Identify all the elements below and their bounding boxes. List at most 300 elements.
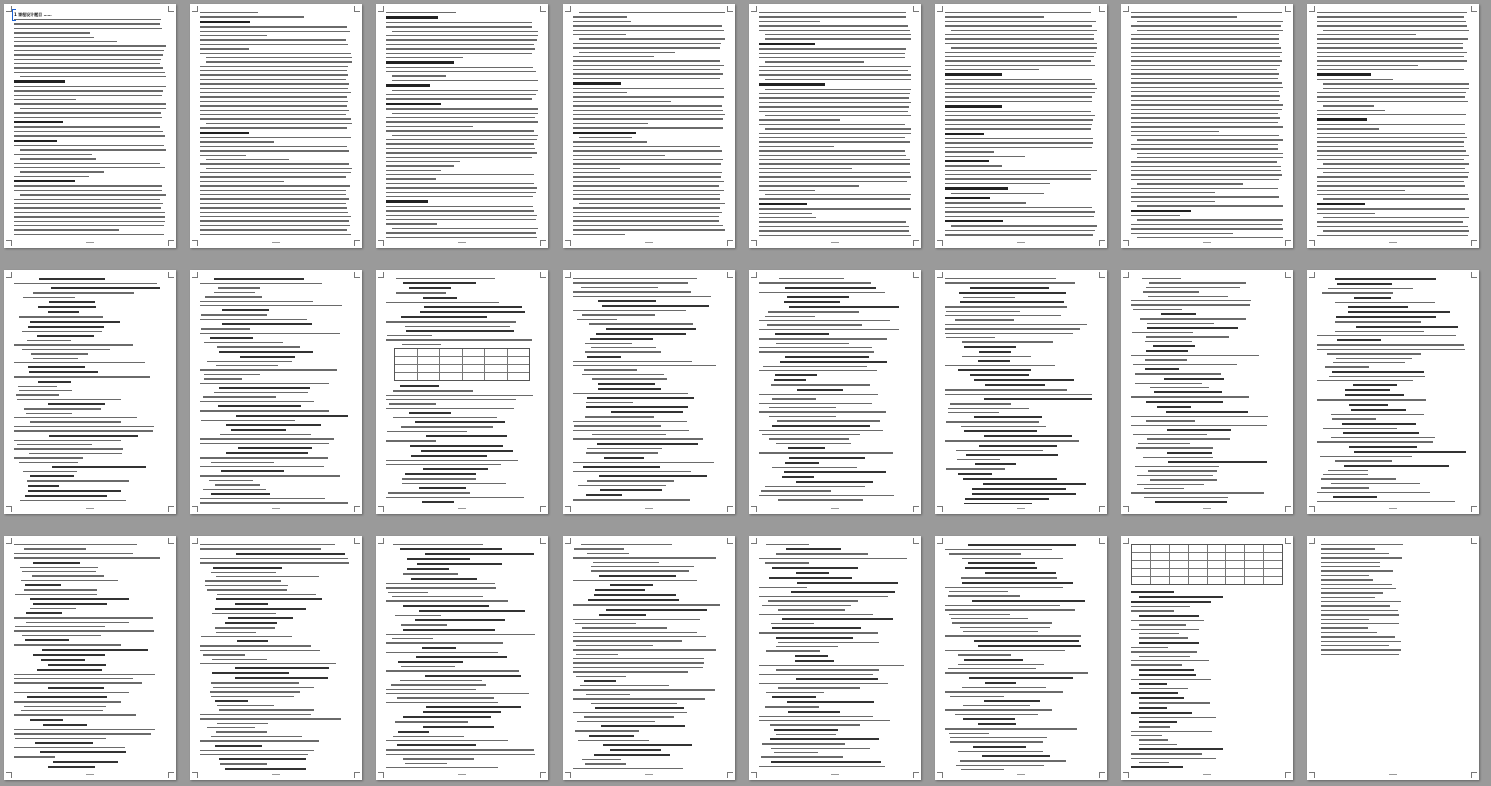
page-thumbnail[interactable] [563, 270, 735, 514]
text-line [759, 119, 840, 120]
text-line [945, 324, 1087, 325]
text-line [1131, 95, 1280, 96]
text-line [949, 733, 989, 734]
text-line [573, 632, 697, 633]
text-line [1131, 82, 1282, 83]
text-line [1329, 376, 1425, 377]
page-thumbnail[interactable] [1121, 4, 1293, 248]
text-line [1150, 387, 1209, 388]
text-line [405, 473, 476, 475]
text-line [417, 563, 502, 565]
text-line [962, 341, 1054, 342]
text-line [14, 417, 137, 418]
text-line [586, 452, 658, 453]
text-line [1317, 399, 1426, 400]
text-line [1354, 451, 1466, 453]
text-line [759, 150, 905, 151]
text-line [587, 448, 663, 449]
text-line [945, 691, 1063, 692]
page-thumbnail[interactable] [4, 536, 176, 780]
text-line [386, 754, 535, 755]
text-line [392, 596, 483, 597]
text-line [1317, 25, 1467, 26]
text-line [1321, 623, 1399, 624]
text-line [759, 370, 877, 371]
text-line [573, 619, 700, 620]
text-line [770, 724, 860, 725]
text-line [200, 740, 319, 741]
text-line [200, 544, 335, 545]
text-line [200, 212, 348, 213]
text-line [1321, 579, 1373, 580]
crop-mark [540, 506, 546, 512]
page-thumbnail[interactable] [749, 536, 921, 780]
text-line [14, 630, 154, 631]
text-line [26, 612, 62, 614]
text-line [759, 208, 911, 209]
text-line [1139, 637, 1188, 638]
text-line [945, 365, 1055, 366]
crop-mark [1123, 538, 1129, 544]
page-number-mark [272, 508, 280, 509]
text-line [759, 21, 820, 22]
text-line [759, 221, 906, 222]
crop-mark [565, 272, 571, 278]
page-thumbnail[interactable] [1307, 536, 1479, 780]
text-line [401, 624, 447, 625]
text-line [200, 185, 350, 186]
text-line [14, 154, 92, 155]
text-line [573, 282, 688, 283]
text-line [950, 403, 1012, 404]
text-line [386, 94, 536, 95]
page-thumbnail[interactable] [563, 4, 735, 248]
text-line [596, 333, 686, 335]
text-line [573, 310, 686, 311]
text-line [573, 65, 724, 66]
text-line [396, 292, 446, 293]
page-thumbnail[interactable] [1307, 4, 1479, 248]
text-line [586, 694, 630, 695]
text-line [974, 416, 1041, 418]
text-line [606, 328, 696, 330]
text-line [217, 346, 301, 347]
crop-mark [1123, 240, 1129, 246]
text-line [1317, 101, 1468, 102]
text-line [14, 167, 165, 168]
text-line [1137, 475, 1213, 476]
text-line [1131, 38, 1279, 39]
text-line [14, 674, 155, 675]
page-thumbnail[interactable] [563, 536, 735, 780]
text-line [573, 430, 689, 431]
crop-mark [378, 272, 384, 278]
text-line [1143, 457, 1212, 458]
text-line [765, 194, 911, 195]
text-line [788, 711, 840, 713]
text-line [1335, 278, 1437, 280]
crop-mark [540, 772, 546, 778]
text-line [759, 163, 910, 164]
text-line [200, 44, 348, 45]
text-line [24, 408, 101, 409]
text-line [573, 114, 725, 115]
text-line [945, 79, 1092, 80]
text-line [1131, 735, 1162, 736]
text-line [19, 462, 78, 463]
text-line [759, 168, 852, 169]
text-line [573, 234, 625, 235]
page-content [200, 12, 352, 238]
text-line [19, 316, 103, 317]
text-line [945, 709, 1052, 710]
text-line [405, 763, 448, 764]
text-line [776, 669, 879, 670]
text-line [387, 335, 432, 336]
text-line [1137, 237, 1283, 238]
page-thumbnail-grid [4, 4, 1487, 782]
text-line [29, 453, 122, 454]
text-line [1131, 731, 1212, 732]
text-line [573, 198, 720, 199]
text-line [1337, 339, 1381, 341]
page-thumbnail[interactable] [376, 270, 548, 514]
text-line [759, 16, 906, 17]
text-line [585, 416, 655, 417]
text-line [1317, 21, 1466, 22]
text-line [200, 181, 284, 182]
text-line [386, 22, 532, 23]
text-line [1317, 73, 1371, 75]
text-line [591, 347, 656, 348]
text-line [1317, 118, 1367, 120]
text-line [759, 230, 909, 231]
text-line [759, 70, 908, 71]
text-line [945, 38, 1094, 39]
text-line [238, 447, 312, 449]
text-line [579, 38, 725, 39]
text-line [598, 300, 656, 302]
selection-marker [12, 9, 16, 21]
text-line [974, 640, 1079, 642]
text-line [14, 430, 153, 431]
text-line [984, 435, 1072, 437]
text-line [1317, 168, 1465, 169]
text-line [978, 645, 1081, 647]
text-line [212, 613, 275, 614]
text-line [955, 319, 1013, 320]
text-line [401, 426, 493, 427]
page-thumbnail[interactable] [1121, 536, 1293, 780]
text-line [421, 450, 512, 452]
text-line [945, 549, 1052, 550]
text-line [778, 642, 880, 643]
text-line [574, 425, 661, 426]
text-line [1354, 297, 1391, 299]
text-line [14, 67, 163, 68]
text-line [213, 567, 282, 569]
text-line [217, 594, 317, 595]
text-line [573, 172, 722, 173]
crop-mark [1285, 506, 1291, 512]
text-line [772, 398, 816, 399]
text-line [945, 328, 1080, 329]
crop-mark [1471, 538, 1477, 544]
text-line [386, 126, 473, 127]
text-line [945, 165, 1002, 166]
text-line [599, 614, 646, 616]
text-line [21, 580, 118, 581]
crop-mark [913, 272, 919, 278]
text-line [1335, 321, 1420, 322]
text-line [968, 544, 1076, 546]
text-line [14, 103, 166, 104]
text-line [1144, 488, 1184, 489]
page-thumbnail[interactable] [190, 270, 362, 514]
crop-mark [378, 6, 384, 12]
text-line [33, 292, 134, 293]
text-line [759, 12, 906, 13]
text-line [200, 457, 328, 458]
text-line [964, 503, 1032, 504]
page-thumbnail[interactable] [1121, 270, 1293, 514]
page-thumbnail[interactable] [4, 4, 176, 248]
crop-mark [937, 772, 943, 778]
text-line [1317, 208, 1465, 209]
text-line [769, 438, 849, 439]
text-line [776, 637, 853, 639]
text-line [1131, 148, 1278, 149]
text-line [1131, 753, 1202, 754]
page-thumbnail[interactable] [376, 4, 548, 248]
text-line [48, 687, 104, 689]
text-line [1317, 141, 1464, 142]
text-line [586, 494, 622, 496]
text-line [1328, 470, 1368, 471]
text-line [1139, 683, 1167, 685]
text-line [759, 282, 871, 283]
text-line [386, 440, 436, 441]
text-line [945, 101, 1092, 102]
text-line [20, 76, 166, 77]
text-line [1146, 350, 1188, 352]
page-content [386, 278, 538, 504]
text-line [207, 361, 292, 362]
text-line [951, 225, 1097, 226]
page-thumbnail[interactable] [749, 4, 921, 248]
text-line [205, 580, 282, 581]
text-line [1348, 306, 1408, 308]
text-line [26, 413, 73, 414]
text-line [200, 21, 250, 23]
text-line [386, 652, 498, 653]
crop-mark [354, 506, 360, 512]
text-line [14, 756, 55, 757]
crop-mark [937, 538, 943, 544]
text-line [787, 701, 873, 703]
text-line [1337, 283, 1392, 285]
text-line [1131, 25, 1281, 26]
text-line [200, 163, 349, 164]
text-line [387, 431, 467, 432]
text-line [215, 608, 305, 610]
page-content [945, 544, 1097, 770]
text-line [212, 659, 266, 660]
crop-mark [1099, 272, 1105, 278]
crop-mark [168, 538, 174, 544]
page-thumbnail[interactable] [935, 270, 1107, 514]
text-line [766, 650, 821, 651]
text-line [1131, 192, 1215, 193]
text-line [1131, 113, 1278, 114]
text-line [984, 398, 1092, 400]
text-line [216, 731, 267, 732]
text-line [209, 480, 253, 481]
page-thumbnail[interactable] [935, 536, 1107, 780]
page-content [1317, 278, 1469, 504]
text-line [945, 183, 1050, 184]
text-line [1147, 438, 1230, 439]
text-line [573, 640, 682, 641]
text-line [1317, 380, 1413, 381]
text-line [1164, 378, 1223, 380]
text-line [759, 430, 883, 431]
text-line [1131, 416, 1268, 417]
page-thumbnail[interactable] [749, 270, 921, 514]
text-line [962, 582, 1073, 584]
text-line [386, 165, 454, 166]
page-thumbnail[interactable] [935, 4, 1107, 248]
text-line [573, 150, 722, 151]
text-line [29, 371, 97, 373]
text-line [963, 705, 1030, 706]
page-table [394, 348, 530, 381]
text-line [759, 172, 910, 173]
page-thumbnail[interactable] [190, 536, 362, 780]
crop-mark [6, 272, 12, 278]
text-line [966, 454, 1058, 456]
text-line [386, 767, 498, 768]
text-line [1335, 460, 1392, 461]
text-line [1167, 429, 1231, 431]
text-line [963, 718, 1015, 720]
text-line [575, 730, 638, 731]
text-line [1150, 479, 1216, 480]
page-thumbnail[interactable] [4, 270, 176, 514]
crop-mark [354, 6, 360, 12]
text-line [1349, 446, 1416, 448]
text-line [573, 16, 627, 17]
crop-mark [168, 772, 174, 778]
page-thumbnail[interactable] [1307, 270, 1479, 514]
text-line [1317, 124, 1465, 125]
text-line [945, 315, 1061, 316]
text-line [14, 80, 65, 82]
page-thumbnail[interactable] [190, 4, 362, 248]
text-line [200, 79, 346, 80]
text-line [30, 608, 77, 609]
text-line [393, 544, 483, 545]
text-line [1131, 651, 1197, 652]
crop-mark [727, 240, 733, 246]
text-line [573, 658, 704, 659]
text-line [386, 200, 428, 202]
text-line [386, 108, 538, 109]
text-line [1321, 562, 1380, 563]
text-line [573, 216, 719, 217]
text-line [406, 330, 514, 332]
text-line [210, 337, 252, 339]
text-line [945, 187, 1008, 189]
text-line [573, 438, 703, 439]
crop-mark [1471, 272, 1477, 278]
text-line [573, 25, 722, 26]
text-line [579, 12, 725, 13]
text-line [1321, 487, 1369, 488]
text-line [386, 121, 538, 122]
crop-mark [565, 772, 571, 778]
text-line [1131, 425, 1267, 426]
text-line [946, 468, 1005, 469]
text-line [945, 440, 1079, 441]
text-line [386, 693, 529, 694]
text-line [573, 471, 691, 472]
text-line [759, 720, 890, 721]
text-line [24, 589, 97, 590]
text-line [573, 229, 725, 230]
text-line [386, 689, 476, 690]
text-line [759, 351, 874, 352]
text-line [33, 654, 105, 656]
text-line [14, 376, 150, 377]
text-line [1317, 185, 1465, 186]
text-line [14, 131, 163, 132]
text-line [761, 490, 831, 491]
text-line [765, 34, 911, 35]
text-line [1147, 323, 1214, 324]
text-line [14, 747, 125, 748]
text-line [592, 504, 647, 505]
text-line [573, 421, 687, 422]
text-line [14, 216, 165, 217]
text-line [759, 133, 911, 134]
text-line [217, 705, 274, 706]
text-line [42, 649, 148, 651]
text-line [946, 311, 1019, 312]
text-line [601, 725, 685, 727]
text-line [945, 211, 1095, 212]
text-line [769, 416, 836, 417]
text-line [386, 206, 533, 207]
text-line [573, 698, 705, 699]
text-line [768, 600, 857, 601]
text-line [200, 475, 340, 476]
text-line [978, 723, 1017, 725]
text-line [220, 434, 312, 435]
text-line [211, 493, 271, 495]
text-line [951, 47, 1097, 48]
text-line [982, 755, 1050, 757]
text-line [1131, 647, 1168, 648]
text-line [1317, 176, 1468, 177]
page-content [1131, 544, 1283, 770]
text-line [386, 161, 460, 162]
text-line [386, 44, 534, 45]
text-line [594, 754, 670, 756]
page-thumbnail[interactable] [376, 536, 548, 780]
text-line [53, 761, 118, 763]
text-line [1321, 557, 1402, 558]
